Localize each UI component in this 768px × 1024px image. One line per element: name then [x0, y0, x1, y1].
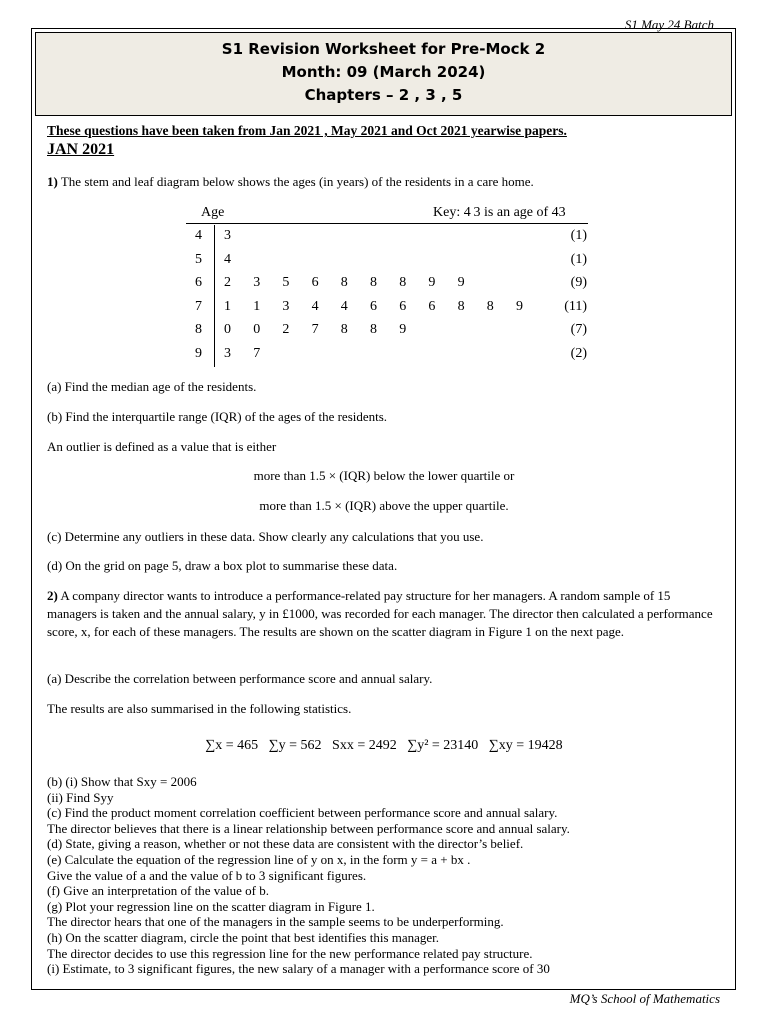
q2-text: A company director wants to introduce a performance-related pay structure for her managers. A random sample of 15 managers is taken and the annual salary, y in £1000, was recorded for each manager. The director then calculated a performance score, x, for each of these managers. The results are shown on the scatter diagram in Figure 1 on the next page. [47, 588, 713, 639]
leaf-value: 3 [282, 298, 290, 314]
leaf-value: 6 [428, 298, 436, 314]
leaf-value: 0 [253, 322, 261, 337]
q2-number: 2) [47, 588, 58, 603]
leaf-value: 3 [224, 228, 231, 243]
stem-leaf-header: Age [201, 205, 225, 220]
leaf-value: 8 [486, 298, 494, 314]
batch-label: S1 May 24 Batch [624, 17, 714, 32]
q2-paragraph [47, 587, 719, 641]
leaf-value: 3 [253, 275, 261, 290]
q2-question-line: (f) Give an interpretation of the value of b. [47, 883, 269, 899]
header-chapters: Chapters – 2 , 3 , 5 [304, 86, 463, 104]
leaf-value: 9 [399, 322, 407, 337]
leaf-count: (11) [564, 298, 587, 314]
leaf-value: 4 [224, 251, 231, 267]
leaf-value: 6 [399, 298, 407, 314]
q1-intro [47, 173, 534, 190]
leaf-value: 0 [224, 322, 231, 337]
q2-question-line: (g) Plot your regression line on the scatter diagram in Figure 1. [47, 898, 375, 914]
leaf-value: 8 [340, 275, 348, 290]
leaf-value: 8 [370, 322, 377, 337]
q2-question-line: (c) Find the product moment correlation coefficient between performance score and annual salary. [47, 805, 558, 821]
q2-question-line: (i) Estimate, to 3 significant figures, the new salary of a manager with a performance score of 30 [47, 961, 550, 977]
outlier-intro: An outlier is defined as a value that is either [47, 439, 277, 454]
stem-value: 8 [195, 322, 202, 337]
q2-summary-intro: The results are also summarised in the following statistics. [47, 701, 352, 716]
stem-leaf-divider [214, 225, 215, 367]
stem-value: 6 [195, 275, 202, 290]
header-month: Month: 09 (March 2024) [281, 63, 486, 81]
leaf-value: 8 [370, 275, 377, 290]
leaf-value: 9 [457, 275, 465, 290]
leaf-count: (2) [570, 345, 587, 361]
q2-part-a: (a) Describe the correlation between performance score and annual salary. [47, 671, 433, 686]
q2-statistics: ∑x = 465 ∑y = 562 Sxx = 2492 ∑y² = 23140 ∑xy = 19428 [205, 738, 563, 753]
leaf-count: (1) [570, 228, 587, 243]
outlier-rule-2: more than 1.5 × (IQR) above the upper quartile. [259, 498, 509, 513]
q2-question-line: The director decides to use this regression line for the new performance related pay structure. [47, 945, 533, 961]
worksheet-header [35, 32, 732, 116]
stem-value: 4 [195, 228, 202, 243]
q2-question-line: (h) On the scatter diagram, circle the point that best identifies this manager. [47, 930, 440, 945]
q2-question-line: (d) State, giving a reason, whether or not these data are consistent with the director’s belief. [47, 836, 524, 852]
q1-number: 1) [47, 174, 58, 189]
q2-question-line: The director hears that one of the managers in the sample seems to be underperforming. [47, 914, 504, 930]
outlier-rule-1: more than 1.5 × (IQR) below the lower quartile or [253, 468, 515, 483]
leaf-value: 8 [340, 322, 348, 337]
leaf-value: 9 [428, 275, 436, 290]
leaf-value: 8 [399, 275, 407, 290]
stem-value: 9 [195, 345, 202, 361]
q2-question-line: Give the value of a and the value of b to 3 significant figures. [47, 867, 367, 883]
q2-question-line: (ii) Find Syy [47, 789, 114, 805]
leaf-value: 1 [253, 298, 261, 314]
q2-question-line: (e) Calculate the equation of the regression line of y on x, in the form y = a + bx . [47, 852, 471, 867]
leaf-value: 6 [370, 298, 377, 314]
q2-question-line: (b) (i) Show that Sxy = 2006 [47, 774, 197, 789]
leaf-value: 1 [224, 298, 231, 314]
leaf-value: 5 [282, 275, 290, 290]
stem-leaf-header-rule [186, 223, 588, 224]
leaf-value: 2 [224, 275, 231, 290]
stem-value: 5 [195, 251, 202, 267]
leaf-value: 2 [282, 322, 290, 337]
leaf-value: 9 [516, 298, 523, 314]
q1-part-a: (a) Find the median age of the residents. [47, 379, 257, 394]
intro-note: These questions have been taken from Jan 2021 , May 2021 and Oct 2021 yearwise papers. [47, 123, 567, 138]
q2-question-line: The director believes that there is a linear relationship between performance score and annual salary. [47, 820, 570, 836]
leaf-value: 4 [340, 298, 348, 314]
q1-text: The stem and leaf diagram below shows the ages (in years) of the residents in a care home. [57, 174, 534, 189]
leaf-count: (1) [570, 251, 587, 267]
leaf-value: 8 [457, 298, 465, 314]
leaf-value: 7 [311, 322, 319, 337]
leaf-count: (9) [570, 275, 587, 290]
stem-value: 7 [195, 298, 202, 314]
leaf-value: 3 [224, 345, 231, 361]
leaf-count: (7) [570, 322, 587, 337]
q1-part-b: (b) Find the interquartile range (IQR) of the ages of the residents. [47, 409, 388, 424]
stem-leaf-key: Key: 4 3 is an age of 43 [433, 205, 566, 220]
q1-part-d: (d) On the grid on page 5, draw a box plot to summarise these data. [47, 558, 398, 573]
q1-part-c: (c) Determine any outliers in these data. Show clearly any calculations that you use. [47, 529, 484, 544]
leaf-value: 4 [311, 298, 319, 314]
leaf-value: 7 [253, 345, 261, 361]
section-title: JAN 2021 [47, 141, 115, 158]
footer-school: MQ’s School of Mathematics [569, 991, 720, 1006]
leaf-value: 6 [311, 275, 319, 290]
header-title: S1 Revision Worksheet for Pre-Mock 2 [221, 40, 546, 58]
